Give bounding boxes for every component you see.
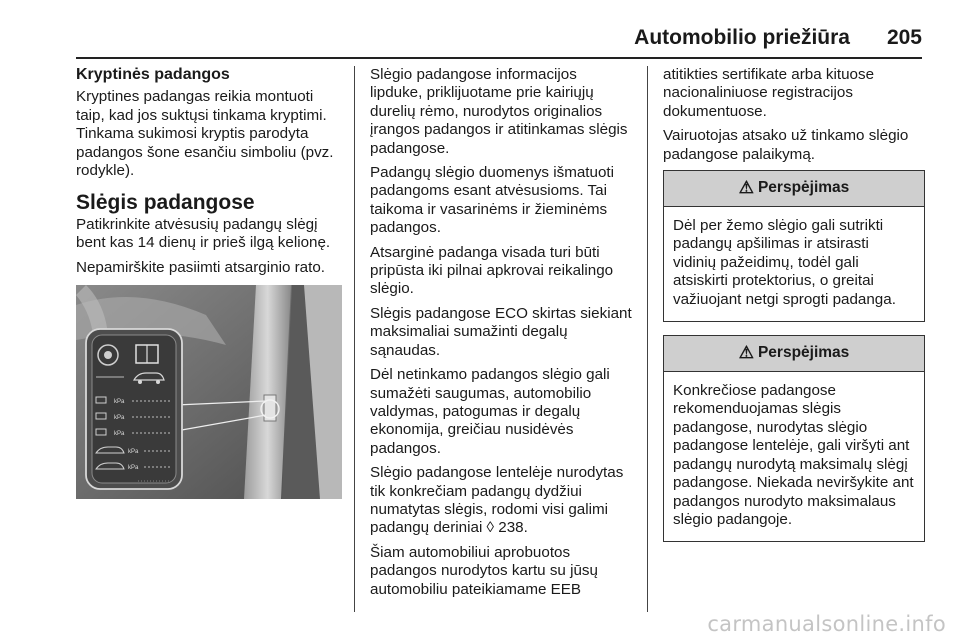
page-header (76, 20, 922, 60)
warning-triangle-icon: ⚠ (738, 178, 754, 198)
kpa-label: kPa (114, 415, 125, 422)
kpa-label: kPa (114, 399, 125, 406)
warning-box-2-header (664, 336, 924, 372)
watermark: carmanualsonline.info (707, 612, 946, 636)
paragraph-check-pressure: Patikrinkite atvėsusių padangų slėgį bent kas 14 dienų ir prieš ilgą kelionę. (76, 215, 331, 252)
heading-directional-tyres: Kryptinės padangos (76, 66, 230, 83)
paragraph-certificate: atitikties sertifikate arba kituose nacionaliniuose registracijos dokumentuose. (663, 66, 875, 120)
paragraph-spare-wheel: Nepamirškite pasiimti atsarginio rato. (76, 258, 325, 276)
header-rule (76, 57, 922, 59)
warning-box-1-title: Perspėjimas (757, 179, 850, 197)
column-2 (370, 66, 632, 605)
warning-box-1-text: Dėl per žemo slėgio gali sutrikti padangų apšilimas ir atsirasti vidinių pažeidimų, todėl gali atsiskirti protektorius, o greitai važiuojant netgi sprogti padanga. (673, 217, 896, 308)
column-1 (76, 66, 342, 499)
kpa-label: kPa (128, 465, 139, 472)
paragraph-incorrect-pressure: Dėl netinkamo padangos slėgio gali sumažėti saugumas, automobilio valdymas, patogumas ir degalų ekonomija, greičiau nusidėvės padangos. (370, 366, 610, 457)
column-3 (663, 66, 925, 555)
kpa-label: kPa (114, 431, 125, 438)
page-number: 205 (886, 26, 922, 49)
paragraph-spare-pressure: Atsarginė padanga visada turi būti pripūsta iki pilnai apkrovai reikalingo slėgio. (370, 243, 614, 298)
warning-box-2 (663, 335, 925, 542)
kpa-label: kPa (128, 449, 139, 456)
warning-box-2-text: Konkrečiose padangose rekomenduojamas slėgis padangose, nurodytas slėgio padangose lentelėje, gali viršyti ant padangų nurodytą maksimalų slėgį padangose. Niekada neviršykite ant padangos nurodyto maksimalaus slėgio padangoje. (673, 382, 914, 528)
warning-box-2-title: Perspėjimas (757, 344, 850, 362)
tyre-pressure-label-photo (76, 285, 342, 499)
column-divider-2 (647, 66, 648, 612)
warning-triangle-icon: ⚠ (738, 343, 754, 363)
header-title: Automobilio priežiūra (634, 26, 850, 49)
paragraph-driver-responsibility: Vairuotojas atsako už tinkamo slėgio padangose palaikymą. (663, 127, 909, 163)
paragraph-eco-pressure: Slėgis padangose ECO skirtas siekiant maksimaliai sumažinti degalų sąnaudas. (370, 304, 632, 359)
paragraph-pressure-table: Slėgio padangose lentelėje nurodytas tik konkrečiam padangų dydžiui numatytas slėgis, rodomi visi galimi padangų deriniai ◊ 238. (370, 464, 624, 537)
column-divider-1 (354, 66, 355, 612)
paragraph-approved-tyres: Šiam automobiliui aprobuotos padangos nurodytos kartu su jūsų automobiliu pateikiamame EEB (370, 543, 598, 598)
heading-tyre-pressure: Slėgis padangose (76, 191, 255, 215)
warning-box-1 (663, 170, 925, 322)
paragraph-cold-tyres: Padangų slėgio duomenys išmatuoti padangoms esant atvėsusioms. Tai taikoma ir vasarinėms ir žieminėms padangos. (370, 164, 614, 237)
warning-box-1-header (664, 171, 924, 207)
paragraph-label-info: Slėgio padangose informacijos lipduke, priklijuotame prie kairiųjų durelių rėmo, nurodytos originalios įrangos padangos ir atitinkamas slėgis padangose. (370, 66, 628, 157)
door-frame-illustration (76, 285, 342, 499)
paragraph-directional: Kryptines padangas reikia montuoti taip, kad jos suktųsi tinkama kryptimi. Tinkama sukimosi kryptis parodyta padangos šone esančiu simboliu (pvz. rodykle). (76, 88, 334, 180)
